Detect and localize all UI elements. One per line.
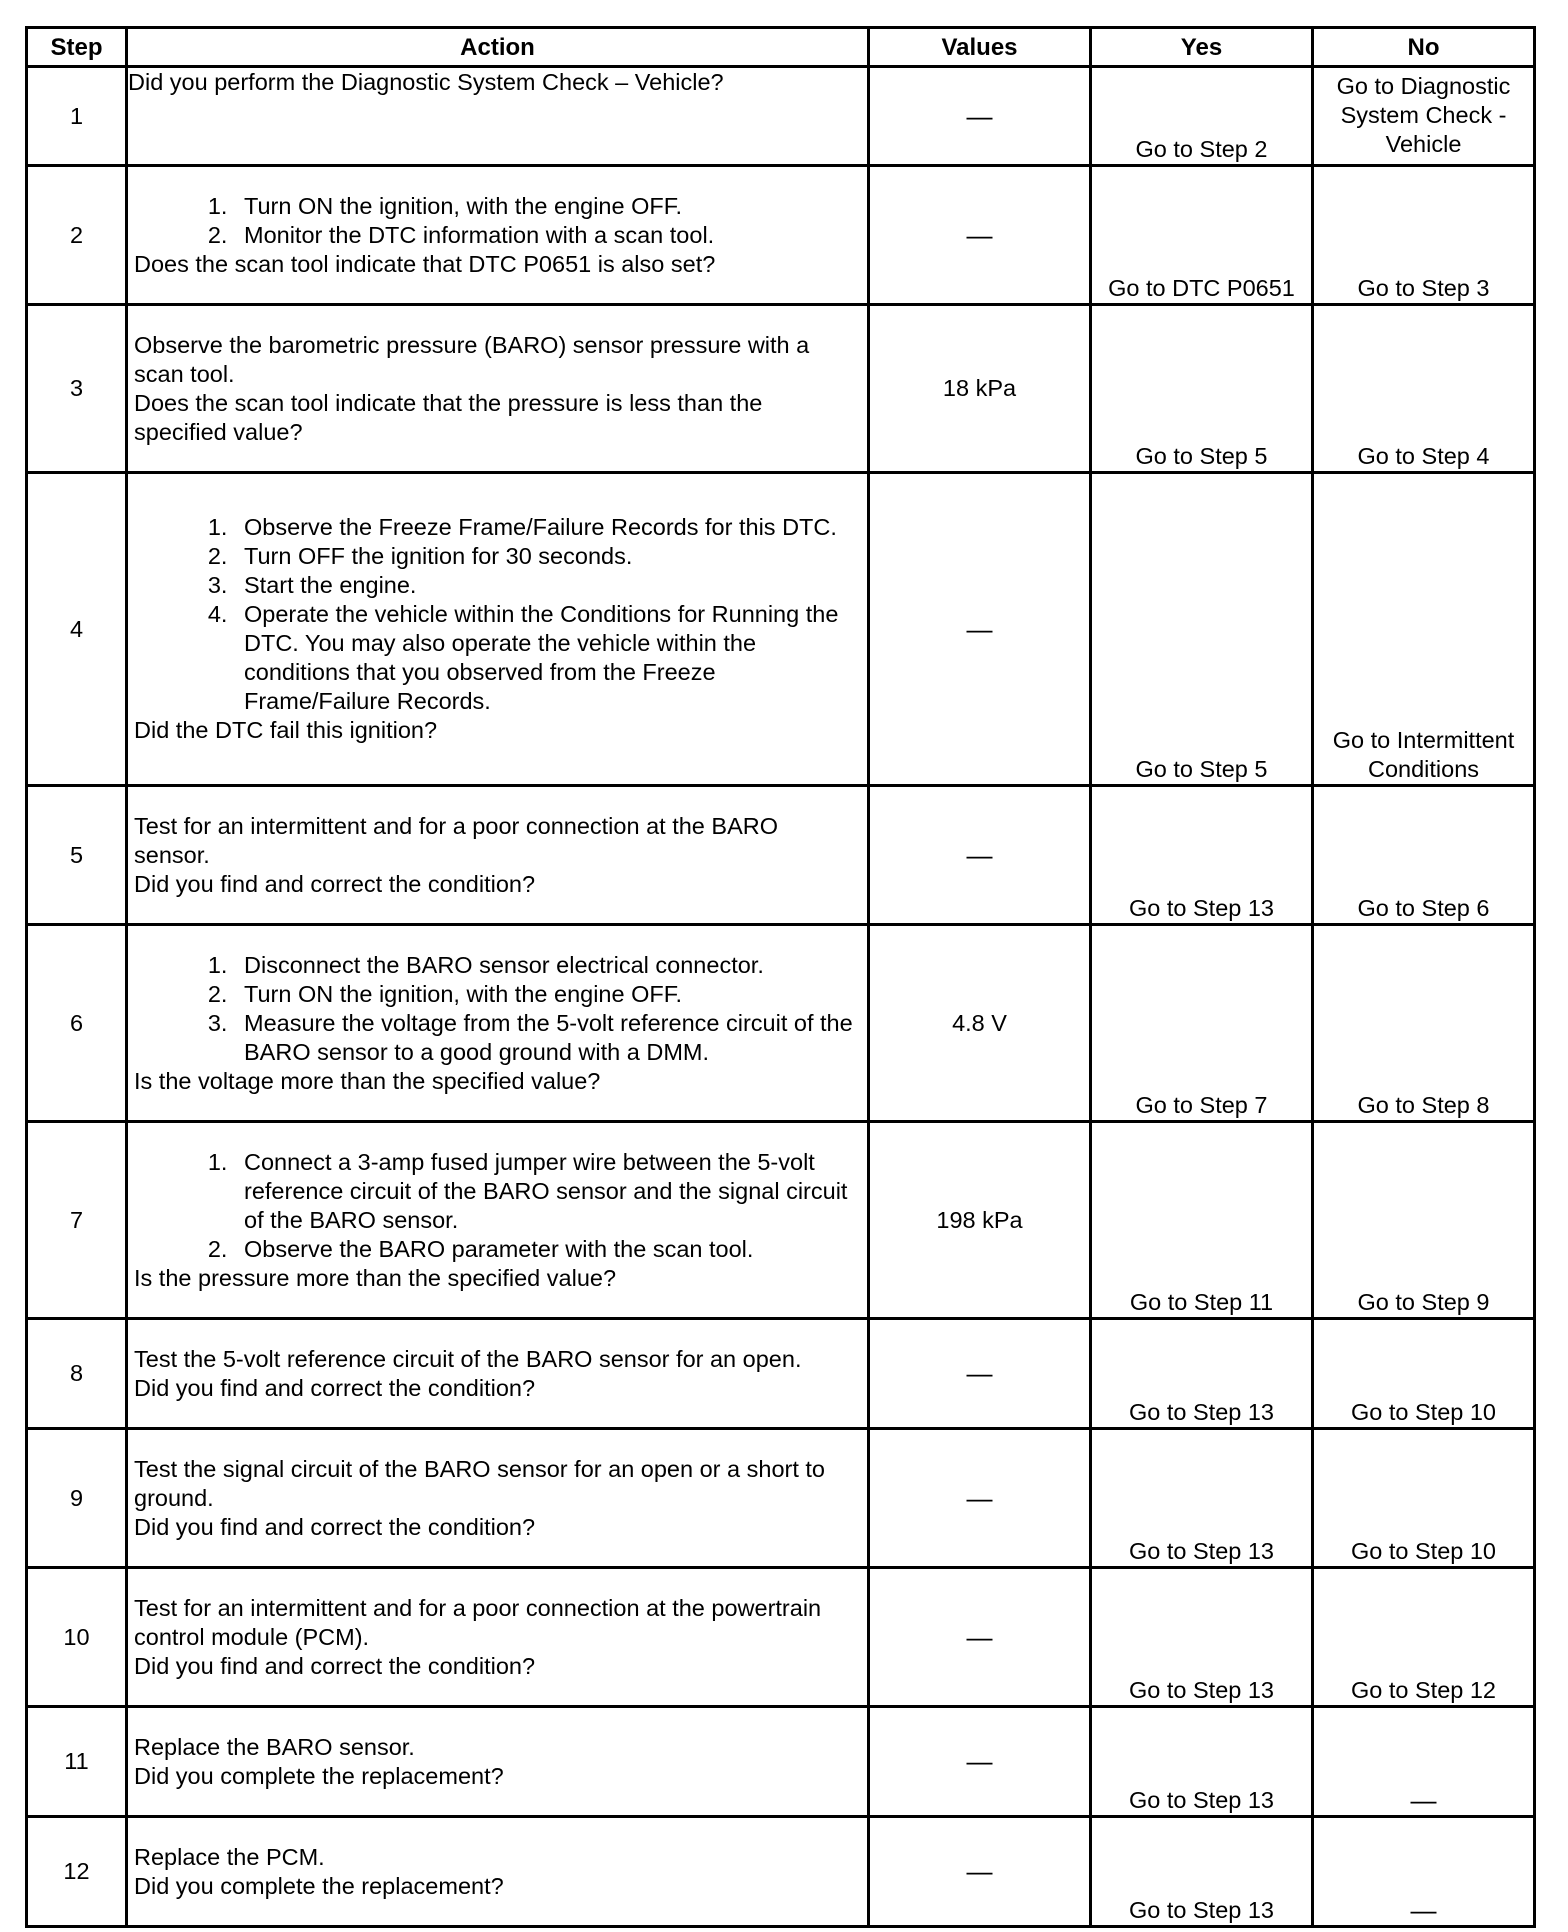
step-number: 4 — [27, 473, 127, 786]
action-cell — [127, 1122, 869, 1319]
action-question: Does the scan tool indicate that DTC P0651 is also set? — [134, 250, 716, 277]
step-number: 11 — [27, 1707, 127, 1817]
value-cell: — — [869, 1429, 1091, 1568]
action-cell — [127, 305, 869, 473]
list-item: 4. Operate the vehicle within the Conditions for Running the DTC. You may also operate the vehicle within the conditions that you observed from the Freeze Frame/Failure Records. — [234, 600, 857, 716]
action-question: Did you find and correct the condition? — [134, 1513, 536, 1540]
no-cell: Go to Step 10 — [1313, 1429, 1535, 1568]
value-cell: — — [869, 473, 1091, 786]
list-item: 2. Turn ON the ignition, with the engine OFF. — [234, 980, 857, 1009]
action-list — [134, 1148, 857, 1264]
action-text: Did you perform the Diagnostic System Check – Vehicle? — [128, 69, 724, 95]
no-cell: Go to Step 6 — [1313, 786, 1535, 925]
yes-cell: Go to Step 13 — [1091, 1319, 1313, 1429]
table-row — [27, 1817, 1535, 1927]
action-text: Replace the BARO sensor. — [134, 1733, 415, 1760]
action-question: Did you complete the replacement? — [134, 1762, 504, 1789]
action-text: Replace the PCM. — [134, 1843, 325, 1870]
yes-cell: Go to Step 13 — [1091, 1707, 1313, 1817]
value-cell: — — [869, 1817, 1091, 1927]
table-row — [27, 305, 1535, 473]
action-cell — [127, 1817, 869, 1927]
action-cell — [127, 925, 869, 1122]
step-number: 7 — [27, 1122, 127, 1319]
action-question: Is the pressure more than the specified value? — [134, 1264, 617, 1291]
action-cell — [127, 1707, 869, 1817]
yes-cell: Go to Step 13 — [1091, 1817, 1313, 1927]
action-cell — [127, 1568, 869, 1707]
action-cell — [127, 166, 869, 305]
table-row — [27, 1429, 1535, 1568]
value-cell: — — [869, 166, 1091, 305]
list-item: 2. Observe the BARO parameter with the scan tool. — [234, 1235, 857, 1264]
table-row — [27, 67, 1535, 166]
no-cell: — — [1313, 1707, 1535, 1817]
step-number: 2 — [27, 166, 127, 305]
action-question: Did you complete the replacement? — [134, 1872, 504, 1899]
header-row — [27, 28, 1535, 67]
no-cell: Go to Step 12 — [1313, 1568, 1535, 1707]
action-cell — [127, 1429, 869, 1568]
step-number: 10 — [27, 1568, 127, 1707]
yes-cell: Go to Step 11 — [1091, 1122, 1313, 1319]
action-text: Observe the barometric pressure (BARO) sensor pressure with a scan tool. — [134, 331, 810, 387]
action-cell — [127, 473, 869, 786]
no-cell: Go to Step 3 — [1313, 166, 1535, 305]
step-number: 5 — [27, 786, 127, 925]
no-cell: Go to Step 4 — [1313, 305, 1535, 473]
no-cell: Go to Intermittent Conditions — [1313, 473, 1535, 786]
table-row — [27, 1122, 1535, 1319]
list-item: 2. Monitor the DTC information with a scan tool. — [234, 221, 857, 250]
table-row — [27, 925, 1535, 1122]
yes-cell: Go to DTC P0651 — [1091, 166, 1313, 305]
action-cell — [127, 67, 869, 166]
list-item: 1. Observe the Freeze Frame/Failure Records for this DTC. — [234, 513, 857, 542]
yes-cell: Go to Step 2 — [1091, 67, 1313, 166]
action-text: Test the 5-volt reference circuit of the BARO sensor for an open. — [134, 1345, 802, 1372]
table-row — [27, 473, 1535, 786]
action-question: Is the voltage more than the specified value? — [134, 1067, 601, 1094]
yes-cell: Go to Step 7 — [1091, 925, 1313, 1122]
value-cell: — — [869, 1707, 1091, 1817]
table-row — [27, 1568, 1535, 1707]
action-question: Did you find and correct the condition? — [134, 1652, 536, 1679]
header-values: Values — [869, 28, 1091, 67]
no-cell: Go to Diagnostic System Check - Vehicle — [1313, 67, 1535, 166]
list-item: 2. Turn OFF the ignition for 30 seconds. — [234, 542, 857, 571]
action-text: Test the signal circuit of the BARO sensor for an open or a short to ground. — [134, 1455, 825, 1511]
no-cell: — — [1313, 1817, 1535, 1927]
step-number: 8 — [27, 1319, 127, 1429]
action-text: Test for an intermittent and for a poor connection at the BARO sensor. — [134, 812, 778, 868]
step-number: 9 — [27, 1429, 127, 1568]
value-cell: 4.8 V — [869, 925, 1091, 1122]
value-cell: 18 kPa — [869, 305, 1091, 473]
action-question: Did you find and correct the condition? — [134, 1374, 536, 1401]
value-cell: — — [869, 786, 1091, 925]
table-row — [27, 1319, 1535, 1429]
table-row — [27, 166, 1535, 305]
yes-cell: Go to Step 5 — [1091, 305, 1313, 473]
yes-cell: Go to Step 13 — [1091, 1568, 1313, 1707]
step-number: 6 — [27, 925, 127, 1122]
header-yes: Yes — [1091, 28, 1313, 67]
value-cell: — — [869, 67, 1091, 166]
list-item: 1. Turn ON the ignition, with the engine OFF. — [234, 192, 857, 221]
no-cell: Go to Step 8 — [1313, 925, 1535, 1122]
list-item: 3. Start the engine. — [234, 571, 857, 600]
no-cell: Go to Step 9 — [1313, 1122, 1535, 1319]
yes-cell: Go to Step 5 — [1091, 473, 1313, 786]
value-cell: — — [869, 1568, 1091, 1707]
value-cell: — — [869, 1319, 1091, 1429]
action-list — [134, 513, 857, 716]
step-number: 12 — [27, 1817, 127, 1927]
table-row — [27, 1707, 1535, 1817]
action-list — [134, 192, 857, 250]
action-cell — [127, 786, 869, 925]
step-number: 1 — [27, 67, 127, 166]
diagnostic-table — [25, 26, 1536, 1928]
table-row — [27, 786, 1535, 925]
list-item: 3. Measure the voltage from the 5-volt reference circuit of the BARO sensor to a good ground with a DMM. — [234, 1009, 857, 1067]
list-item: 1. Disconnect the BARO sensor electrical connector. — [234, 951, 857, 980]
list-item: 1. Connect a 3-amp fused jumper wire between the 5-volt reference circuit of the BARO sensor and the signal circuit of the BARO sensor. — [234, 1148, 857, 1235]
yes-cell: Go to Step 13 — [1091, 1429, 1313, 1568]
action-text: Test for an intermittent and for a poor connection at the powertrain control module (PCM). — [134, 1594, 822, 1650]
action-cell — [127, 1319, 869, 1429]
step-number: 3 — [27, 305, 127, 473]
action-list — [134, 951, 857, 1067]
no-cell: Go to Step 10 — [1313, 1319, 1535, 1429]
action-question: Did you find and correct the condition? — [134, 870, 536, 897]
header-no: No — [1313, 28, 1535, 67]
action-question: Did the DTC fail this ignition? — [134, 717, 438, 743]
action-question: Does the scan tool indicate that the pressure is less than the specified value? — [134, 389, 763, 445]
value-cell: 198 kPa — [869, 1122, 1091, 1319]
header-action: Action — [127, 28, 869, 67]
header-step: Step — [27, 28, 127, 67]
yes-cell: Go to Step 13 — [1091, 786, 1313, 925]
